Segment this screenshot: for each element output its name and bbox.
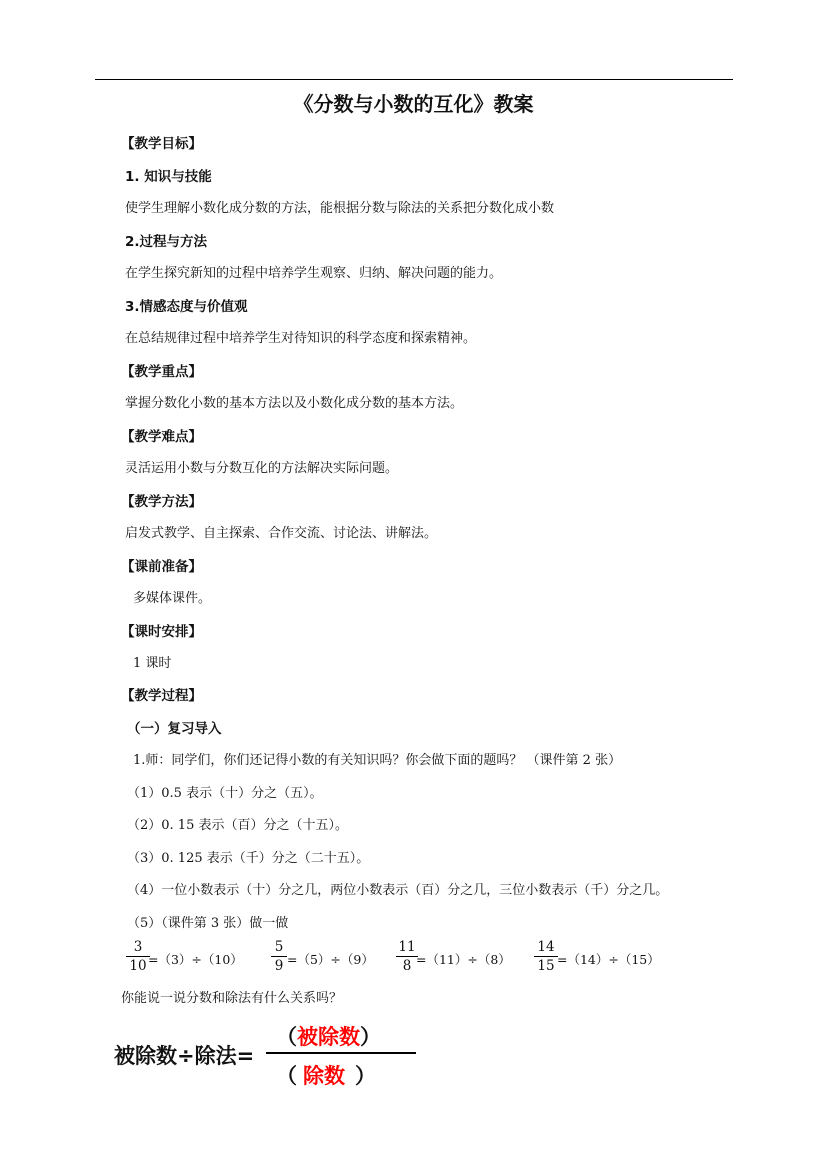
formula-numerator-close: ） (360, 1025, 381, 1049)
section-heading-method: 【教学方法】 (121, 494, 202, 510)
review-item-2: （2）0. 15 表示（百）分之（十五）。 (127, 818, 348, 833)
focus-text: 掌握分数化小数的基本方法以及小数化成分数的基本方法。 (125, 396, 464, 411)
section-heading-difficulty: 【教学难点】 (121, 429, 202, 445)
fraction-3 (396, 939, 418, 974)
review-item-5: （5）（课件第 3 张）做一做 (127, 916, 289, 931)
fraction-denominator: 9 (274, 958, 284, 974)
question-1: 1.师：同学们，你们还记得小数的有关知识吗？你会做下面的题吗？ （课件第 2 张） (133, 753, 622, 768)
review-item-1: （1）0.5 表示（十）分之（五）。 (127, 786, 323, 801)
formula-numerator (276, 1021, 381, 1051)
formula-denominator-open: （ (276, 1064, 297, 1088)
formula-denominator (276, 1060, 376, 1090)
fraction-2-equation: =（5）÷（9） (287, 952, 374, 967)
fraction-bar (271, 956, 287, 957)
fraction-numerator: 3 (133, 939, 143, 955)
fraction-bar (396, 956, 418, 957)
method-text: 启发式教学、自主探索、合作交流、讨论法、讲解法。 (125, 526, 438, 541)
review-heading: （一）复习导入 (127, 721, 222, 737)
section-heading-goals: 【教学目标】 (121, 136, 202, 152)
header-rule (95, 79, 733, 80)
fraction-numerator: 11 (398, 939, 416, 955)
fraction-numerator: 5 (274, 939, 284, 955)
section-heading-prep: 【课前准备】 (121, 559, 202, 575)
goal1-heading: 1. 知识与技能 (125, 169, 212, 185)
schedule-text: 1 课时 (133, 656, 172, 671)
formula-left-side: 被除数÷除法= (114, 1044, 255, 1068)
review-item-3: （3）0. 125 表示（千）分之（二十五）。 (127, 851, 370, 866)
difficulty-text: 灵活运用小数与分数互化的方法解决实际问题。 (125, 461, 399, 476)
fraction-1-equation: =（3）÷（10） (148, 952, 243, 967)
fraction-3-equation: =（11）÷（8） (416, 952, 511, 967)
fraction-denominator: 15 (537, 958, 555, 974)
formula-fraction-bar (266, 1052, 416, 1054)
formula-denominator-word: 除数 (303, 1064, 345, 1088)
fraction-1 (126, 939, 150, 974)
goal3-heading: 3.情感态度与价值观 (125, 299, 248, 315)
goal2-heading: 2.过程与方法 (125, 234, 208, 250)
relation-question: 你能说一说分数和除法有什么关系吗？ (121, 991, 343, 1006)
formula-numerator-word: 被除数 (297, 1025, 360, 1049)
section-heading-process: 【教学过程】 (121, 688, 202, 704)
goal3-text: 在总结规律过程中培养学生对待知识的科学态度和探索精神。 (125, 331, 477, 346)
formula-denominator-close: ） (355, 1064, 376, 1088)
fraction-4-equation: =（14）÷（15） (557, 952, 660, 967)
prep-text: 多媒体课件。 (133, 591, 212, 606)
fraction-4 (534, 939, 558, 974)
review-item-4: （4）一位小数表示（十）分之几，两位小数表示（百）分之几，三位小数表示（千）分之几。 (127, 883, 669, 898)
fraction-2 (271, 939, 287, 974)
fraction-bar (534, 956, 558, 957)
goal2-text: 在学生探究新知的过程中培养学生观察、归纳、解决问题的能力。 (125, 266, 503, 281)
fraction-denominator: 8 (402, 958, 412, 974)
goal1-text: 使学生理解小数化成分数的方法，能根据分数与除法的关系把分数化成小数 (125, 201, 555, 216)
section-heading-schedule: 【课时安排】 (121, 624, 202, 640)
page-title: 《分数与小数的互化》教案 (293, 92, 534, 116)
formula-numerator-open: （ (276, 1025, 297, 1049)
fraction-denominator: 10 (129, 958, 147, 974)
fraction-numerator: 14 (537, 939, 555, 955)
fraction-bar (126, 956, 150, 957)
section-heading-focus: 【教学重点】 (121, 364, 202, 380)
